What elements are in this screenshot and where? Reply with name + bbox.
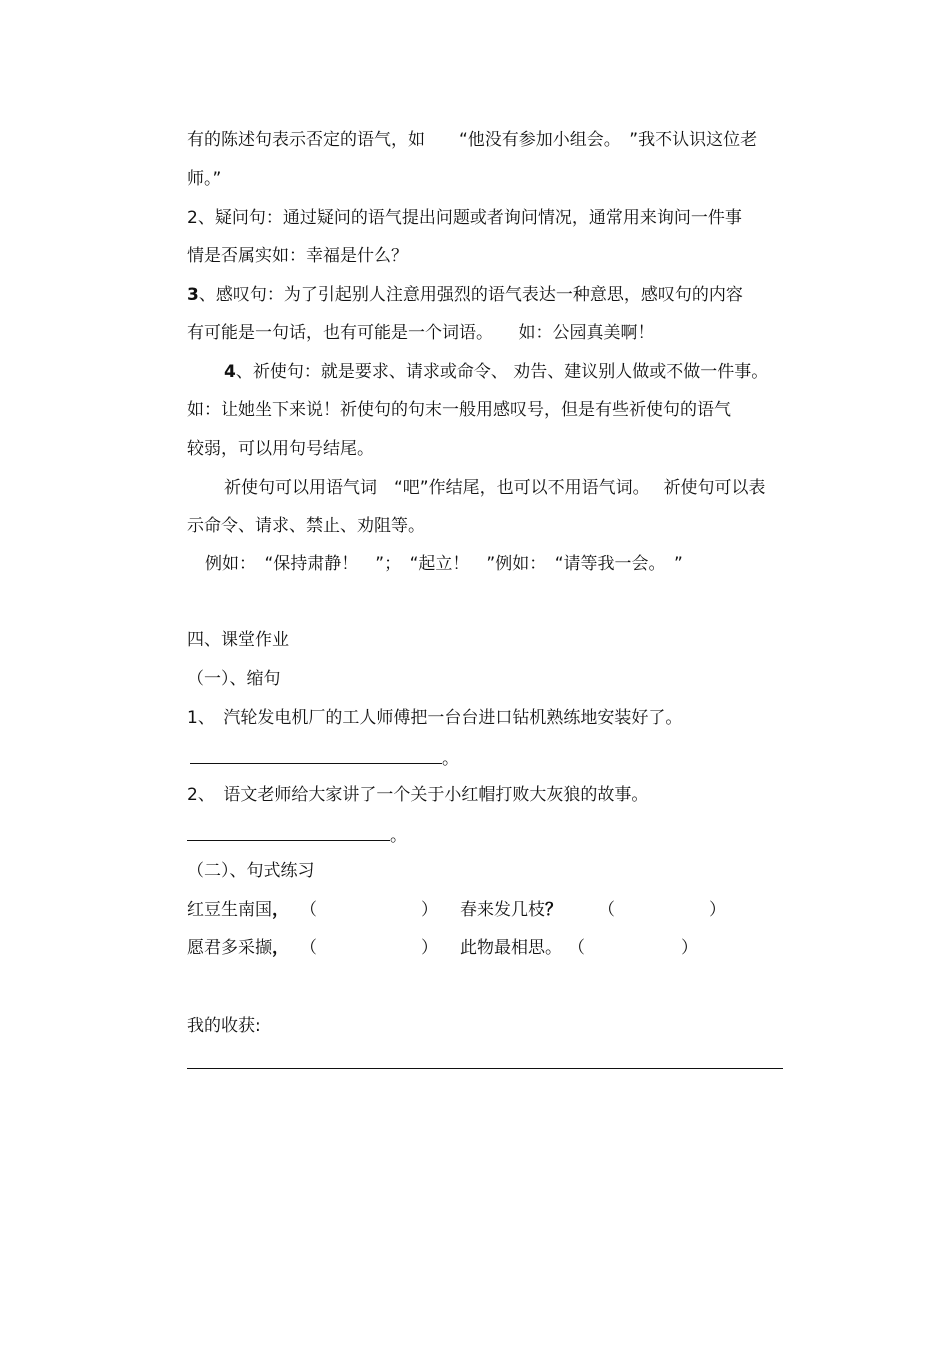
paren-open: （ [300, 938, 317, 958]
period-mark: 。 [390, 826, 407, 846]
item-number: 3 [187, 285, 199, 305]
answer-line-2[interactable] [187, 825, 407, 847]
item-text: 、感叹句：为了引起别人注意用强烈的语气表达一种意思，感叹句的内容 [198, 285, 743, 305]
punctuation: ？ [545, 900, 562, 920]
question-2: 2、 语文老师给大家讲了一个关于小红帽打败大灰狼的故事。 [187, 785, 649, 805]
question-1: 1、 汽轮发电机厂的工人师傅把一台台进口钻机熟练地安装好了。 [187, 708, 683, 728]
item-text: 、祈使句：就是要求、请求或命令、 劝告、建议别人做或不做一件事。 [235, 362, 769, 382]
punctuation: ， [272, 938, 289, 958]
answer-line-1[interactable] [190, 748, 459, 770]
section-condense-title: （一）、缩句 [187, 669, 281, 689]
text-line-9: 较弱，可以用句号结尾。 [187, 439, 374, 459]
text-line-4: 情是否属实如：幸福是什么？ [187, 246, 408, 266]
poem-row-1-left [187, 899, 289, 921]
paren-close: ） [421, 900, 438, 920]
poem-text: 愿君多采撷 [187, 938, 272, 958]
poem-row-1-right [460, 899, 562, 921]
text-line-6: 有可能是一句话，也有可能是一个词语。 如：公园真美啊！ [187, 323, 655, 343]
poem-text: 红豆生南国 [187, 900, 272, 920]
examples-line: 例如： “保持肃静！ ”； “起立！ ”例如： “请等我一会。 ” [205, 554, 683, 574]
period-mark: 。 [442, 749, 459, 769]
text-line-2: 师。” [187, 169, 222, 189]
paren-close: ） [709, 900, 726, 920]
item-number: 4 [224, 362, 236, 382]
harvest-answer-line[interactable] [187, 1068, 783, 1069]
answer-blank[interactable] [187, 826, 390, 841]
text-line-10: 祈使句可以用语气词 “吧”作结尾，也可以不用语气词。 祈使句可以表 [224, 478, 766, 498]
imperative-sentence-line [224, 361, 768, 383]
paren-close: ） [421, 938, 438, 958]
answer-blank[interactable] [190, 749, 442, 764]
punctuation: ， [272, 900, 289, 920]
homework-title: 四、课堂作业 [187, 630, 289, 650]
text-line-1: 有的陈述句表示否定的语气，如 “他没有参加小组会。 ”我不认识这位老 [187, 130, 758, 150]
text-line-8: 如：让她坐下来说！祈使句的句末一般用感叹号，但是有些祈使句的语气 [187, 400, 731, 420]
section-pattern-title: （二）、句式练习 [187, 861, 315, 881]
paren-open: （ [568, 938, 585, 958]
harvest-label: 我的收获: [187, 1016, 261, 1036]
text-line-11: 示命令、请求、禁止、劝阻等。 [187, 516, 425, 536]
exclamatory-sentence-line [187, 284, 743, 306]
poem-text: 春来发几枝 [460, 900, 545, 920]
paren-open: （ [300, 900, 317, 920]
poem-row-2-left [187, 937, 289, 959]
paren-open: （ [598, 900, 615, 920]
question-sentence-line: 2、疑问句：通过疑问的语气提出问题或者询问情况，通常用来询问一件事 [187, 208, 742, 228]
paren-close: ） [681, 938, 698, 958]
poem-row-2-right: 此物最相思。 [460, 938, 562, 958]
